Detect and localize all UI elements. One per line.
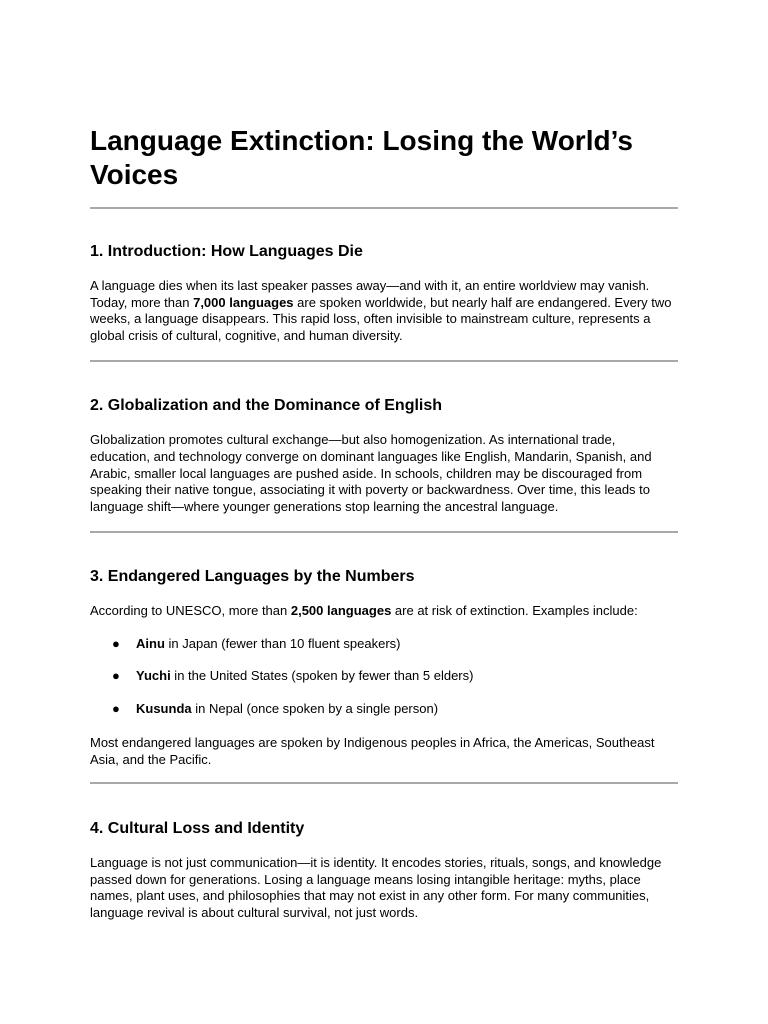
language-detail: in Nepal (once spoken by a single person) [191,700,439,716]
paragraph-emphasis: 2,500 languages [290,603,392,619]
bullet-icon: ● [112,668,120,684]
section-2-heading: 2. Globalization and the Dominance of English [90,397,443,415]
language-detail: in the United States (spoken by fewer than 5 elders) [170,668,474,684]
bullet-icon: ● [112,635,120,651]
language-name: Yuchi [136,668,171,684]
section-3-paragraph [90,603,678,620]
section-3-closing-paragraph: Most endangered languages are spoken by Indigenous peoples in Africa, the Americas, Southeast Asia, and the Pacific. [90,734,655,767]
list-item [90,701,678,717]
title-divider [90,207,678,209]
language-detail: in Japan (fewer than 10 fluent speakers) [164,635,401,651]
paragraph-text: are spoken worldwide, but nearly half are endangered. Every two weeks, a language disappears. This rapid loss, often invisible to mainstream culture, represents a global crisis of cultural, cognitive, and human diversity. [90,294,672,343]
section-1-heading: 1. Introduction: How Languages Die [90,243,363,260]
section-1-divider [90,360,678,362]
section-2-divider [90,531,678,533]
endangered-language-list [90,636,678,717]
section-3-heading: 3. Endangered Languages by the Numbers [90,568,415,586]
language-name: Kusunda [136,700,192,716]
section-2-paragraph: Globalization promotes cultural exchange—but also homogenization. As international trade, education, and technology converge on dominant languages like English, Mandarin, Spanish, and Arabic, smaller local languages are pushed aside. In schools, children may be discouraged from speaking their native tongue, associating it with poverty or backwardness. Over time, this leads to language shift—where younger generations stop learning the ancestral language. [90,432,652,514]
paragraph-text: According to UNESCO, more than [90,603,291,619]
paragraph-emphasis: 7,000 languages [193,294,294,310]
list-item [90,636,678,652]
document-title: Language Extinction: Losing the World’s Voices [90,125,633,190]
document-body [90,124,678,922]
bullet-icon: ● [112,700,120,716]
section-1-paragraph [90,278,678,344]
section-4-heading: 4. Cultural Loss and Identity [90,820,305,838]
section-3-divider [90,782,678,784]
paragraph-text: are at risk of extinction. Examples include: [391,603,638,619]
list-item [90,668,678,684]
paragraph-text: A language dies when its last speaker passes away—and with it, an entire worldview may vanish. Today, more than [90,278,650,310]
language-name: Ainu [136,635,165,651]
section-4-paragraph: Language is not just communication—it is identity. It encodes stories, rituals, songs, and knowledge passed down for generations. Losing a language means losing intangible heritage: myths, place names, plant uses, and philosophies that may not exist in any other form. For many communities, language revival is about cultural survival, not just words. [90,855,662,920]
